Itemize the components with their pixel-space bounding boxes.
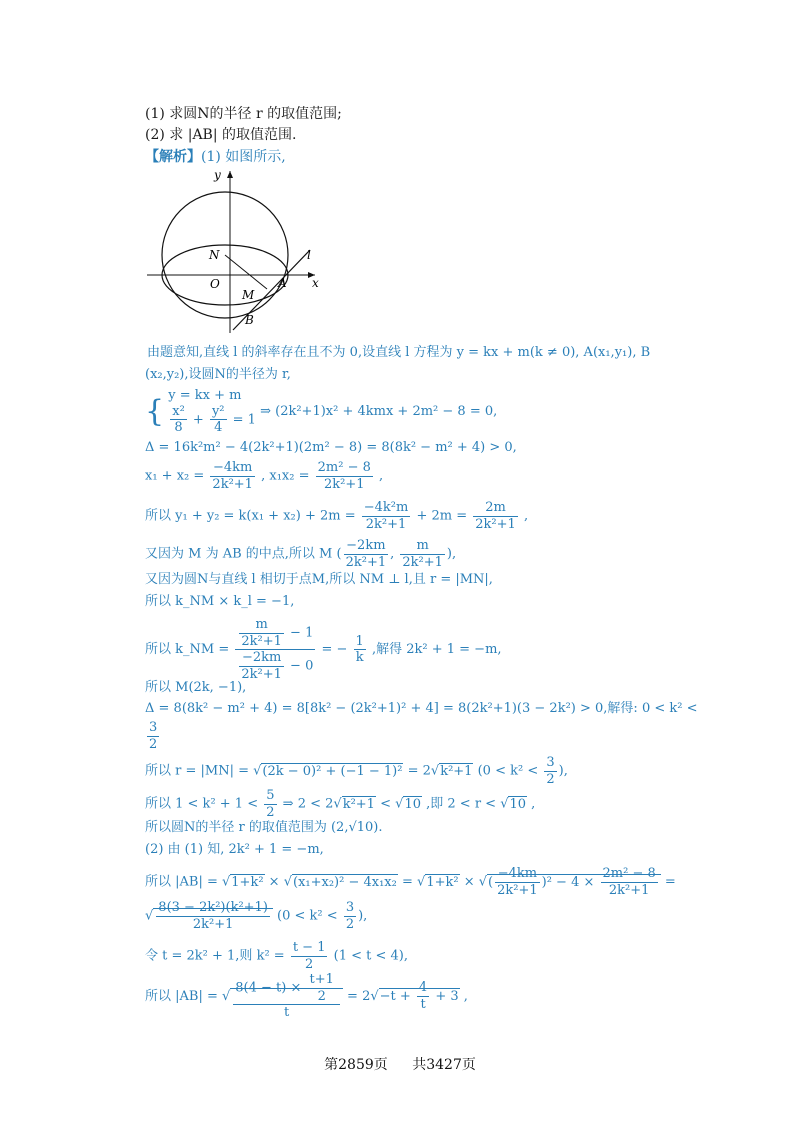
ineq-result: ,即 2 < r < — [426, 796, 497, 812]
line-ab-2: 所以 |AB| = √ 8(4 − t) × $\frac{t+1}{2}$ t = 2√−t + $\frac{4}{t}$ + 3 , — [145, 972, 468, 1021]
ineq-mid: ⇒ 2 < 2 — [282, 796, 334, 812]
page-total: 共3427页 — [412, 1057, 476, 1073]
line-ab-cont: √ $\frac{\text{8(3 − 2k²)(k²+1)}}{\text{2k²+1}}$ (0 < k² < $\frac{3}{2}$ ), — [145, 900, 368, 932]
line-t-substitution: 令 t = 2k² + 1,则 k² = $\frac{t - 1}{2}$ (1 < t < 4), — [145, 940, 408, 972]
knm-result: ,解得 2k² + 1 = −m, — [371, 642, 502, 658]
knm-equals: = − — [321, 642, 348, 658]
line-part-2: (2) 由 (1) 知, 2k² + 1 = −m, — [145, 842, 324, 857]
frac-3-2-num: 3 — [149, 720, 158, 735]
frac-5-2-num: 5 — [266, 788, 275, 803]
line-tangent: 又因为圆N与直线 l 相切于点M,所以 NM ⊥ l,且 r = |MN|, — [145, 572, 493, 587]
ab2-mid: = 2 — [347, 988, 371, 1004]
t-def: 令 t = 2k² + 1,则 k² = — [145, 948, 285, 964]
t-range: (1 < t < 4), — [333, 948, 408, 964]
line-setup: 由题意知,直线 l 的斜率存在且不为 0,设直线 l 方程为 y = kx + m(k ≠ 0), A(x₁,y₁), B — [147, 345, 651, 360]
radius-label: 所以 r = |MN| = — [145, 763, 249, 779]
line-midpoint: 又因为 M 为 AB 的中点,所以 M ( $\frac{-2km}{\text{2k²+1}}$ , $\frac{m}{\text{2k²+1}}$ ), — [145, 538, 457, 570]
label-y: y — [214, 168, 221, 182]
knm-label: 所以 k_NM = — [145, 642, 230, 658]
label-a: A — [278, 276, 287, 290]
line-system: { y = kx + m $\frac{\text{x²}}{8}$ + $\frac{\text{y²}}{4}$ = 1 ⇒ (2k²+1)x² + 4kmx + 2m² − 8 = 0, — [145, 388, 498, 436]
analysis-intro: (1) 如图所示, — [201, 149, 286, 165]
ab-label: 所以 |AB| = — [145, 874, 218, 890]
line-sum-y: 所以 y₁ + y₂ = k(x₁ + x₂) + 2m = $\frac{\text{−4k²m}}{\text{2k²+1}}$ + 2m = $\frac{2m}{\text{2k²+1}}$ , — [145, 500, 529, 532]
sum-y-mid: + 2m = — [416, 508, 468, 524]
line-ab: 所以 |AB| = √1+k² × √(x₁+x₂)² − 4x₁x₂ = √1+k² × √( $\frac{-4km}{\text{2k²+1}}$ )² − 4 × $\frac{\text{2m² − 8}}{\text{2k²+1}}$ = — [145, 866, 676, 898]
ineq-label: 所以 1 < k² + 1 < — [145, 796, 259, 812]
vieta-product-label: , x₁x₂ = — [261, 468, 310, 484]
radius-cond: (0 < k² < — [477, 763, 539, 779]
line-delta-2: Δ = 8(8k² − m² + 4) = 8[8k² − (2k²+1)² + 4] = 8(2k²+1)(3 − 2k²) > 0,解得: 0 < k² < — [145, 701, 698, 716]
page-number: 第2859页 — [324, 1057, 388, 1073]
line-range: 所以圆N的半径 r 的取值范围为 (2,√10). — [145, 820, 383, 835]
line-perpendicular: 所以 k_NM × k_l = −1, — [145, 594, 295, 609]
midpoint-label: 又因为 M 为 AB 的中点,所以 M — [145, 546, 333, 562]
page-footer — [0, 1054, 800, 1074]
geometry-figure — [145, 165, 330, 335]
sum-y-label: 所以 y₁ + y₂ = k(x₁ + x₂) + 2m = — [145, 508, 356, 524]
line-m-coordinates: 所以 M(2k, −1), — [145, 680, 247, 695]
analysis-tag: 【解析】 — [145, 149, 201, 165]
line-inequality: 所以 1 < k² + 1 < $\frac{5}{2}$ ⇒ 2 < 2√k²+1 < √10 ,即 2 < r < √10 , — [145, 788, 536, 820]
system-result: ⇒ (2k²+1)x² + 4kmx + 2m² − 8 = 0, — [260, 404, 498, 420]
line-vieta: x₁ + x₂ = $\frac{-4km}{\text{2k²+1}}$ , x₁x₂ = $\frac{\text{2m² − 8}}{\text{2k²+1}}$ , — [145, 460, 384, 492]
frac-3-2-den: 2 — [149, 736, 158, 752]
line-delta-2-frac — [145, 720, 161, 752]
system-eq-1: y = kx + m — [168, 388, 242, 403]
question-1: (1) 求圆N的半径 r 的取值范围; — [145, 106, 342, 122]
label-l: l — [307, 248, 311, 262]
label-b: B — [245, 313, 254, 327]
label-m: M — [242, 288, 255, 302]
vieta-sum-label: x₁ + x₂ = — [145, 468, 205, 484]
analysis-heading — [145, 146, 286, 166]
label-o: O — [210, 277, 220, 291]
system-eq-2-tail: = 1 — [232, 412, 256, 428]
frac-5-2-den: 2 — [266, 804, 275, 820]
line-setup-2: (x₂,y₂),设圆N的半径为 r, — [145, 367, 291, 382]
question-2: (2) 求 |AB| 的取值范围. — [145, 127, 297, 143]
line-radius: 所以 r = |MN| = √(2k − 0)² + (−1 − 1)² = 2√k²+1 (0 < k² < $\frac{3}{2}$ ), — [145, 755, 568, 787]
ineq-lt: < — [380, 796, 392, 812]
ab-cond: (0 < k² < — [277, 908, 338, 924]
label-n: N — [209, 248, 220, 262]
ab2-label: 所以 |AB| = — [145, 988, 218, 1004]
radius-mid: = 2 — [407, 763, 431, 779]
label-x: x — [312, 276, 319, 290]
line-knm: 所以 k_NM = $\frac{m}{\text{2k²+1}}$ − 1 $\frac{-2km}{\text{2k²+1}}$ − 0 = − $\frac{1}{k}$ ,解得 2k² + 1 = −m, — [145, 617, 502, 682]
line-delta: Δ = 16k²m² − 4(2k²+1)(2m² − 8) = 8(8k² − m² + 4) > 0, — [145, 440, 517, 455]
